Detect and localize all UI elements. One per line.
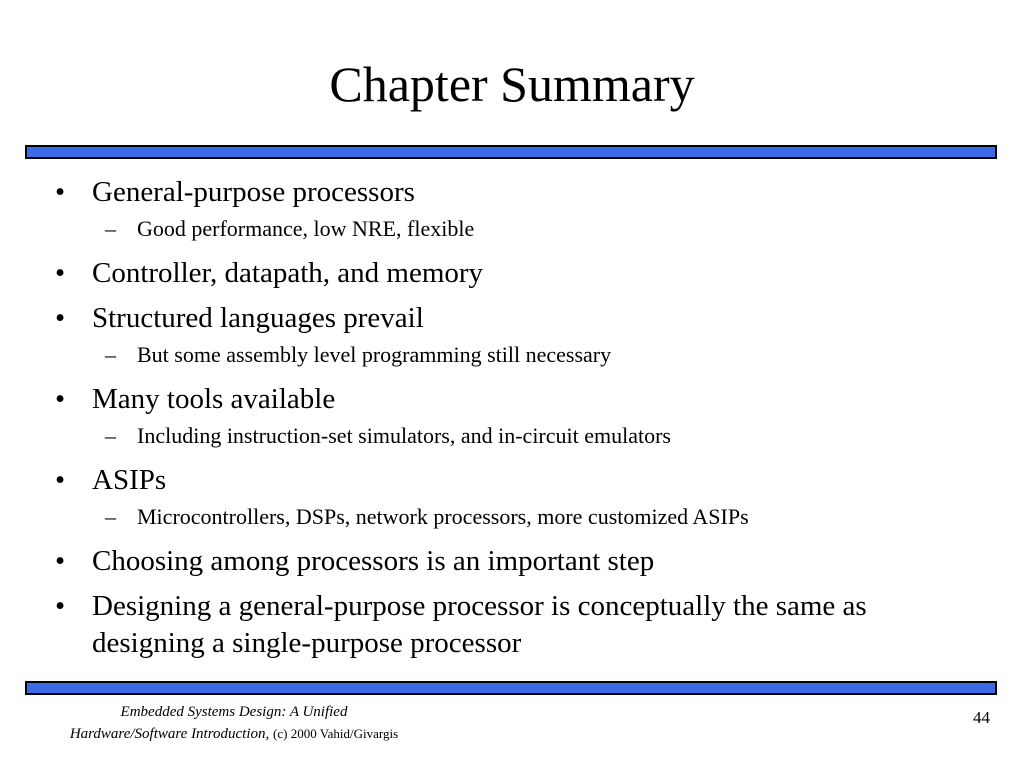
top-divider-bar: [25, 145, 997, 159]
sub-bullet-item: [0, 503, 1024, 531]
sub-bullet-text: But some assembly level programming still necessary: [137, 342, 612, 367]
sub-bullet-text: Microcontrollers, DSPs, network processors, more customized ASIPs: [137, 504, 749, 529]
bullet-item: [0, 588, 1024, 662]
slide-title: Chapter Summary: [329, 56, 695, 112]
bullet-marker: •: [55, 383, 66, 415]
bullet-marker: •: [55, 257, 66, 289]
bullet-marker: •: [55, 590, 66, 622]
sub-bullet-item: [0, 341, 1024, 369]
bullet-marker: •: [55, 464, 66, 496]
bullet-item: [0, 381, 1024, 418]
sub-bullet-marker: –: [105, 504, 116, 529]
sub-bullet-item: [0, 422, 1024, 450]
sub-bullet-marker: –: [105, 216, 116, 241]
footer-book-line2: Hardware/Software Introduction,: [69, 726, 270, 742]
bullet-text: ASIPs: [92, 464, 167, 496]
bullet-text: Designing a general-purpose processor is conceptually the same as designing a single-purpose processor: [92, 590, 867, 659]
bullet-text: Choosing among processors is an important step: [92, 545, 655, 577]
page-number: 44: [973, 708, 990, 727]
sub-bullet-marker: –: [105, 423, 116, 448]
footer-copyright: (c) 2000 Vahid/Givargis: [273, 726, 399, 741]
bullet-marker: •: [55, 545, 66, 577]
bullet-item: [0, 255, 1024, 292]
bullet-text: General-purpose processors: [92, 176, 415, 208]
bullet-item: [0, 300, 1024, 337]
footer-book-line1: Embedded Systems Design: A Unified: [120, 704, 348, 720]
bullet-marker: •: [55, 302, 66, 334]
bullet-item: [0, 462, 1024, 499]
sub-bullet-text: Good performance, low NRE, flexible: [137, 216, 475, 241]
bullet-text: Many tools available: [92, 383, 336, 415]
sub-bullet-text: Including instruction-set simulators, and in-circuit emulators: [137, 423, 671, 448]
bullet-text: Controller, datapath, and memory: [92, 257, 484, 289]
bullet-item: [0, 543, 1024, 580]
sub-bullet-item: [0, 215, 1024, 243]
bullet-marker: •: [55, 176, 66, 208]
footer-book-line2-wrapper: [24, 723, 444, 745]
sub-bullet-marker: –: [105, 342, 116, 367]
bottom-divider-bar: [25, 681, 997, 695]
bullet-item: [0, 174, 1024, 211]
footer-citation: [24, 701, 444, 745]
bullet-list: [0, 174, 1024, 670]
bullet-text: Structured languages prevail: [92, 302, 424, 334]
